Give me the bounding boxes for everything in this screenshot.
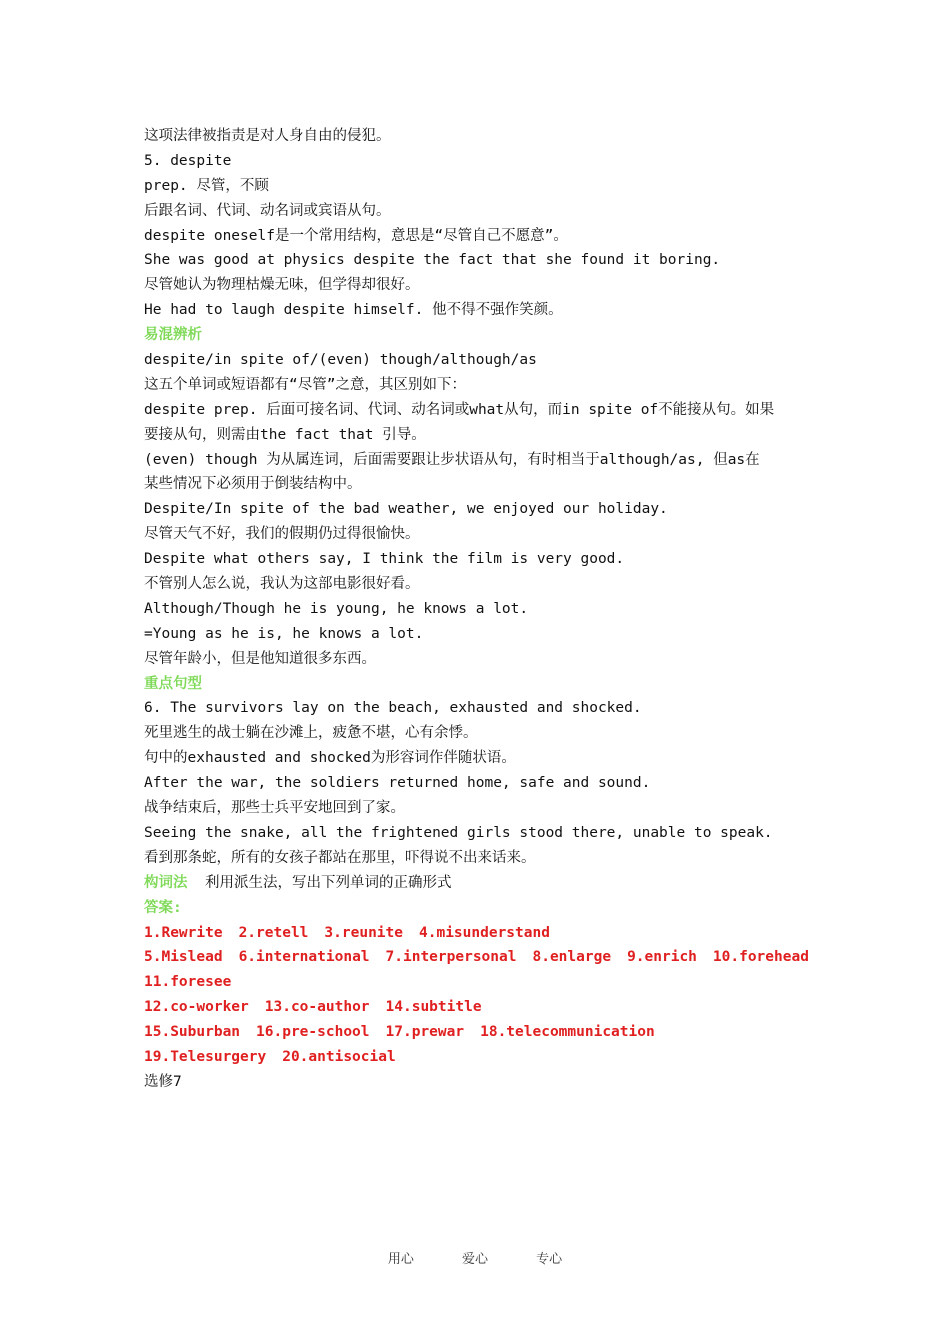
footer-item: 专心 bbox=[536, 1252, 563, 1267]
answer-item: 2.retell bbox=[238, 924, 309, 941]
text-line: 尽管天气不好，我们的假期仍过得很愉快。 bbox=[144, 526, 420, 543]
answer-item: 13.co-author bbox=[264, 999, 370, 1016]
answer-row bbox=[144, 1045, 814, 1070]
text-line: prep. 尽管，不顾 bbox=[144, 177, 269, 194]
answer-item: 7.interpersonal bbox=[385, 949, 517, 966]
answer-item: 16.pre-school bbox=[256, 1024, 370, 1041]
answer-heading: 答案: bbox=[144, 899, 182, 916]
answer-item: 19.Telesurgery bbox=[144, 1048, 267, 1065]
answer-list bbox=[144, 921, 814, 1070]
text-line: He had to laugh despite himself. 他不得不强作笑颜。 bbox=[144, 302, 563, 319]
text-line: 6. The survivors lay on the beach, exhausted and shocked. bbox=[144, 700, 642, 717]
text-line: 看到那条蛇，所有的女孩子都站在那里，吓得说不出来话来。 bbox=[144, 849, 536, 866]
text-line: =Young as he is, he knows a lot. bbox=[144, 625, 424, 642]
gouci-instruction: 利用派生法，写出下列单词的正确形式 bbox=[187, 874, 452, 891]
gouci-line bbox=[144, 871, 814, 896]
tail-line: 选修7 bbox=[144, 1073, 182, 1090]
text-line: 某些情况下必须用于倒装结构中。 bbox=[144, 476, 362, 493]
text-line: Although/Though he is young, he knows a lot. bbox=[144, 600, 529, 617]
answer-item: 8.enlarge bbox=[532, 949, 612, 966]
answer-item: 6.international bbox=[238, 949, 370, 966]
answer-row bbox=[144, 921, 814, 946]
text-line: Despite what others say, I think the film is very good. bbox=[144, 551, 625, 568]
answer-item: 4.misunderstand bbox=[419, 924, 550, 941]
answer-item: 17.prewar bbox=[385, 1024, 465, 1041]
text-line: 句中的exhausted and shocked为形容词作伴随状语。 bbox=[144, 750, 516, 767]
text-line: After the war, the soldiers returned home, safe and sound. bbox=[144, 775, 651, 792]
section-heading: 易混辨析 bbox=[144, 327, 202, 344]
document-body bbox=[144, 124, 814, 1095]
answer-item: 10.forehead bbox=[712, 949, 809, 966]
answer-item: 20.antisocial bbox=[282, 1048, 396, 1065]
answer-row bbox=[144, 945, 814, 970]
footer-item: 用心 bbox=[387, 1252, 414, 1267]
gouci-heading: 构词法 bbox=[144, 874, 188, 891]
text-line: Despite/In spite of the bad weather, we enjoyed our holiday. bbox=[144, 501, 668, 518]
text-line: 死里逃生的战士躺在沙滩上，疲惫不堪，心有余悸。 bbox=[144, 725, 478, 742]
text-line: 战争结束后，那些士兵平安地回到了家。 bbox=[144, 800, 405, 817]
answer-item: 11.foresee bbox=[144, 974, 232, 991]
answer-row bbox=[144, 1020, 814, 1045]
text-line: 不管别人怎么说，我认为这部电影很好看。 bbox=[144, 576, 420, 593]
answer-row bbox=[144, 995, 814, 1020]
answer-item: 14.subtitle bbox=[385, 999, 482, 1016]
answer-item: 9.enrich bbox=[627, 949, 697, 966]
text-line: 5. despite bbox=[144, 152, 232, 169]
text-line: despite oneself是一个常用结构，意思是“尽管自己不愿意”。 bbox=[144, 227, 568, 244]
answer-row bbox=[144, 970, 814, 995]
answer-item: 18.telecommunication bbox=[480, 1024, 655, 1041]
text-line: 这项法律被指责是对人身自由的侵犯。 bbox=[144, 128, 391, 144]
answer-item: 15.Suburban bbox=[144, 1024, 241, 1041]
text-lines bbox=[144, 124, 814, 871]
answer-item: 5.Mislead bbox=[144, 949, 223, 966]
answer-item: 12.co-worker bbox=[144, 999, 249, 1016]
text-line: 这五个单词或短语都有“尽管”之意，其区别如下： bbox=[144, 376, 466, 393]
text-line: She was good at physics despite the fact that she found it boring. bbox=[144, 252, 721, 269]
footer-item: 爱心 bbox=[461, 1252, 488, 1267]
text-line: 尽管年龄小，但是他知道很多东西。 bbox=[144, 650, 376, 667]
text-line: 要接从句，则需由the fact that 引导。 bbox=[144, 426, 426, 443]
section-heading: 重点句型 bbox=[144, 675, 202, 692]
text-line: (even) though 为从属连词，后面需要跟让步状语从句，有时相当于although/as, 但as在 bbox=[144, 451, 760, 468]
text-line: Seeing the snake, all the frightened girls stood there, unable to speak. bbox=[144, 824, 773, 841]
answer-item: 3.reunite bbox=[324, 924, 403, 941]
text-line: 后跟名词、代词、动名词或宾语从句。 bbox=[144, 202, 391, 219]
text-line: 尽管她认为物理枯燥无味，但学得却很好。 bbox=[144, 277, 420, 294]
text-line: despite prep. 后面可接名词、代词、动名词或what从句，而in spite of不能接从句。如果 bbox=[144, 401, 775, 418]
answer-item: 1.Rewrite bbox=[144, 924, 223, 941]
page-footer bbox=[0, 1248, 950, 1267]
text-line: despite/in spite of/(even) though/although/as bbox=[144, 352, 537, 369]
